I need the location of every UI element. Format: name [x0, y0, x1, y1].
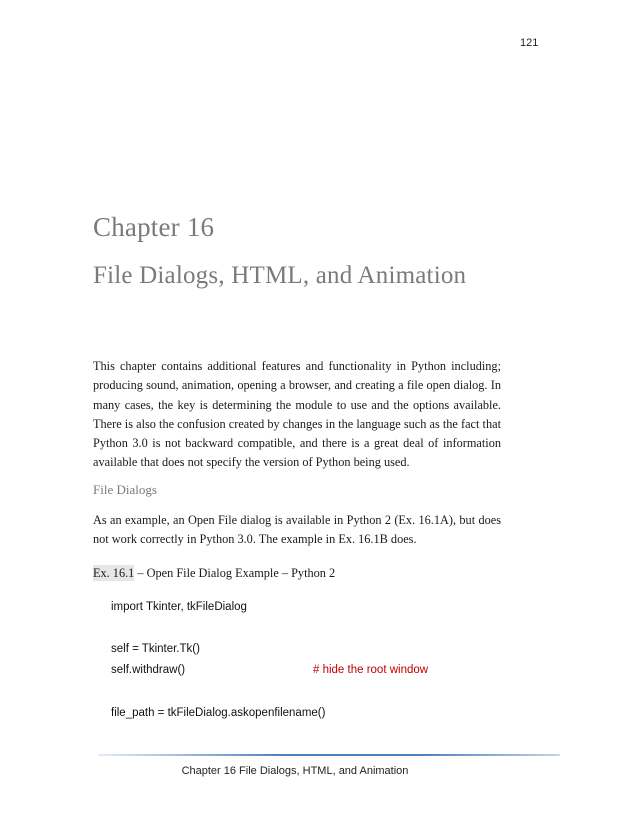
code-line-askopen: file_path = tkFileDialog.askopenfilename()	[111, 707, 326, 719]
chapter-title: File Dialogs, HTML, and Animation	[93, 262, 467, 289]
chapter-number: Chapter 16	[93, 212, 215, 242]
code-line-import: import Tkinter, tkFileDialog	[111, 601, 247, 613]
code-comment: # hide the root window	[313, 664, 429, 676]
page-number: 121	[520, 37, 539, 49]
code-line-withdraw: self.withdraw()	[111, 664, 186, 676]
example-caption	[93, 564, 335, 582]
intro-paragraph: This chapter contains additional features and functionality in Python including; producing sound, animation, opening a browser, and creating a file open dialog. In many cases, the key is determining the module to use and the options available. There is also the confusion created by changes in the language such as the fact that Python 3.0 is not backward compatible, and there is a great deal of information available that does not specify the version of Python being used.	[93, 359, 501, 470]
section-heading: File Dialogs	[93, 482, 157, 497]
code-line-tk: self = Tkinter.Tk()	[111, 643, 200, 655]
section-paragraph: As an example, an Open File dialog is available in Python 2 (Ex. 16.1A), but does not work correctly in Python 3.0. The example in Ex. 16.1B does.	[93, 513, 501, 547]
example-reference: Ex. 16.1	[93, 566, 135, 580]
footer-divider	[98, 754, 560, 756]
example-caption-text: – Open File Dialog Example – Python 2	[134, 566, 336, 580]
footer-text: Chapter 16 File Dialogs, HTML, and Animation	[181, 765, 409, 777]
